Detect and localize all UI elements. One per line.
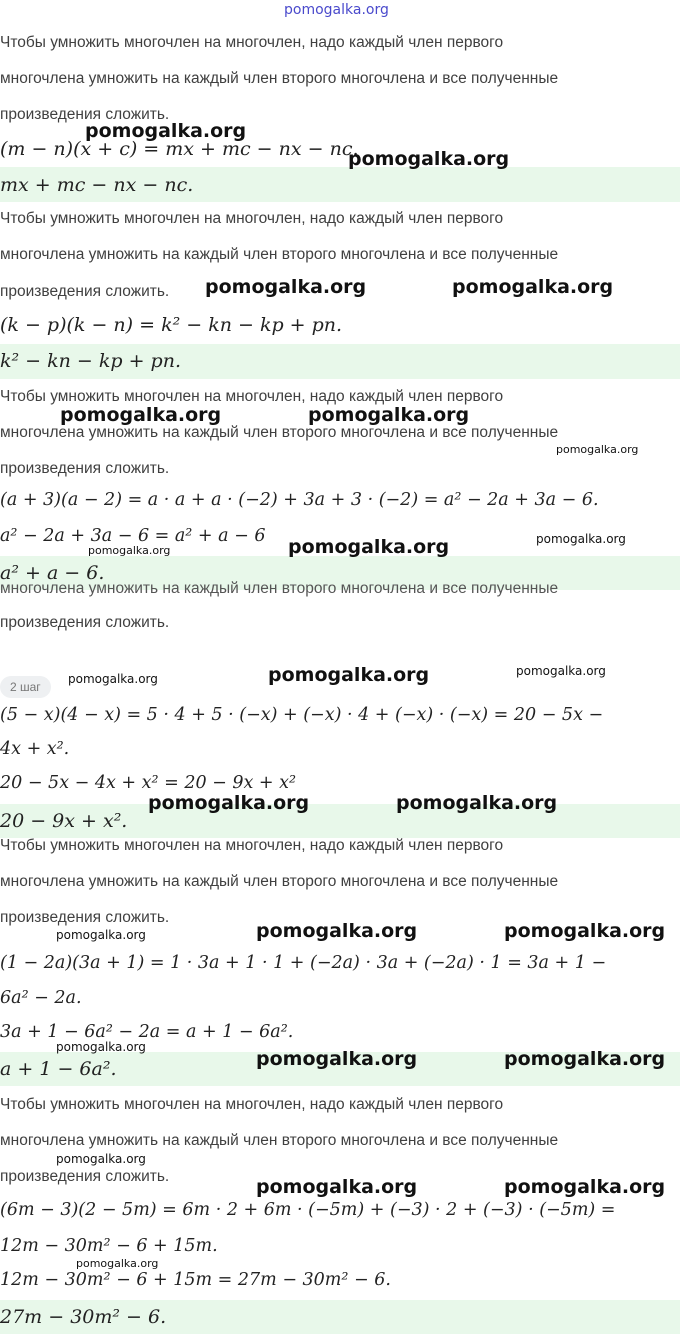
watermark: pomogalka.org: [56, 928, 146, 942]
rule-line-3: произведения сложить.: [0, 106, 170, 123]
watermark: pomogalka.org: [148, 792, 310, 814]
rule-line-2: многочлена умножить на каждый член второго многочлена и все полученные: [0, 246, 559, 263]
watermark: pomogalka.org: [256, 920, 418, 942]
watermark: pomogalka.org: [504, 1176, 666, 1198]
watermark: pomogalka.org: [76, 1257, 159, 1270]
watermark: pomogalka.org: [56, 1040, 146, 1054]
answer: 20 − 9x + x².: [0, 810, 128, 832]
answer: mx + mc − nx − nc.: [0, 174, 194, 196]
watermark: pomogalka.org: [56, 1152, 146, 1166]
expression: (5 − x)(4 − x) = 5 · 4 + 5 · (−x) + (−x) · 4 + (−x) · (−x) = 20 − 5x −: [0, 705, 604, 725]
rule-line-3: произведения сложить.: [0, 460, 170, 477]
step-badge: 2 шаг: [0, 676, 51, 698]
expression: (6m − 3)(2 − 5m) = 6m · 2 + 6m · (−5m) + (−3) · 2 + (−3) · (−5m) =: [0, 1200, 616, 1220]
watermark: pomogalka.org: [85, 120, 247, 142]
rule-line-1: Чтобы умножить многочлен на многочлен, надо каждый член первого: [0, 210, 504, 227]
watermark: pomogalka.org: [268, 664, 430, 686]
answer: 27m − 30m² − 6.: [0, 1306, 167, 1328]
expression-cont: 6a² − 2a.: [0, 988, 82, 1008]
watermark: pomogalka.org: [256, 1048, 418, 1070]
rule-line-2: многочлена умножить на каждый член второго многочлена и все полученные: [0, 873, 559, 890]
watermark: pomogalka.org: [516, 664, 606, 678]
expression: (a + 3)(a − 2) = a · a + a · (−2) + 3a + 3 · (−2) = a² − 2a + 3a − 6.: [0, 490, 599, 510]
watermark: pomogalka.org: [396, 792, 558, 814]
rule-line-3: произведения сложить.: [0, 614, 170, 631]
expression-cont: 4x + x².: [0, 739, 70, 759]
answer: a + 1 − 6a².: [0, 1058, 117, 1080]
watermark: pomogalka.org: [504, 920, 666, 942]
watermark: pomogalka.org: [348, 148, 510, 170]
simplification: 3a + 1 − 6a² − 2a = a + 1 − 6a².: [0, 1022, 294, 1042]
watermark: pomogalka.org: [308, 404, 470, 426]
watermark-top[interactable]: pomogalka.org: [284, 2, 389, 18]
simplification: a² − 2a + 3a − 6 = a² + a − 6: [0, 526, 266, 546]
rule-line-clipped: многочлена умножить на каждый член второго многочлена и все полученные: [0, 580, 559, 597]
rule-line-1: Чтобы умножить многочлен на многочлен, надо каждый член первого: [0, 837, 504, 854]
rule-line-3: произведения сложить.: [0, 283, 170, 300]
rule-line-2: многочлена умножить на каждый член второго многочлена и все полученные: [0, 70, 559, 87]
expression: (1 − 2a)(3a + 1) = 1 · 3a + 1 · 1 + (−2a) · 3a + (−2a) · 1 = 3a + 1 −: [0, 953, 607, 973]
rule-line-2: многочлена умножить на каждый член второго многочлена и все полученные: [0, 1132, 559, 1149]
simplification: 20 − 5x − 4x + x² = 20 − 9x + x²: [0, 773, 297, 793]
watermark: pomogalka.org: [68, 672, 158, 686]
watermark: pomogalka.org: [205, 276, 367, 298]
expression: (k − p)(k − n) = k² − kn − kp + pn.: [0, 314, 343, 336]
rule-line-1: Чтобы умножить многочлен на многочлен, надо каждый член первого: [0, 388, 504, 405]
watermark: pomogalka.org: [256, 1176, 418, 1198]
rule-line-2: многочлена умножить на каждый член второго многочлена и все полученные: [0, 424, 559, 441]
rule-line-1: Чтобы умножить многочлен на многочлен, надо каждый член первого: [0, 34, 504, 51]
watermark: pomogalka.org: [452, 276, 614, 298]
simplification: 12m − 30m² − 6 + 15m = 27m − 30m² − 6.: [0, 1270, 391, 1290]
watermark: pomogalka.org: [288, 536, 450, 558]
watermark: pomogalka.org: [60, 404, 222, 426]
watermark: pomogalka.org: [88, 544, 171, 557]
expression: (m − n)(x + c) = mx + mc − nx − nc.: [0, 138, 359, 160]
watermark: pomogalka.org: [556, 443, 639, 456]
rule-line-3: произведения сложить.: [0, 1168, 170, 1185]
rule-line-3: произведения сложить.: [0, 909, 170, 926]
rule-line-1: Чтобы умножить многочлен на многочлен, надо каждый член первого: [0, 1096, 504, 1113]
watermark: pomogalka.org: [504, 1048, 666, 1070]
expression-cont: 12m − 30m² − 6 + 15m.: [0, 1236, 218, 1256]
answer: a² + a − 6.: [0, 562, 105, 584]
watermark: pomogalka.org: [536, 532, 626, 546]
answer: k² − kn − kp + pn.: [0, 350, 181, 372]
